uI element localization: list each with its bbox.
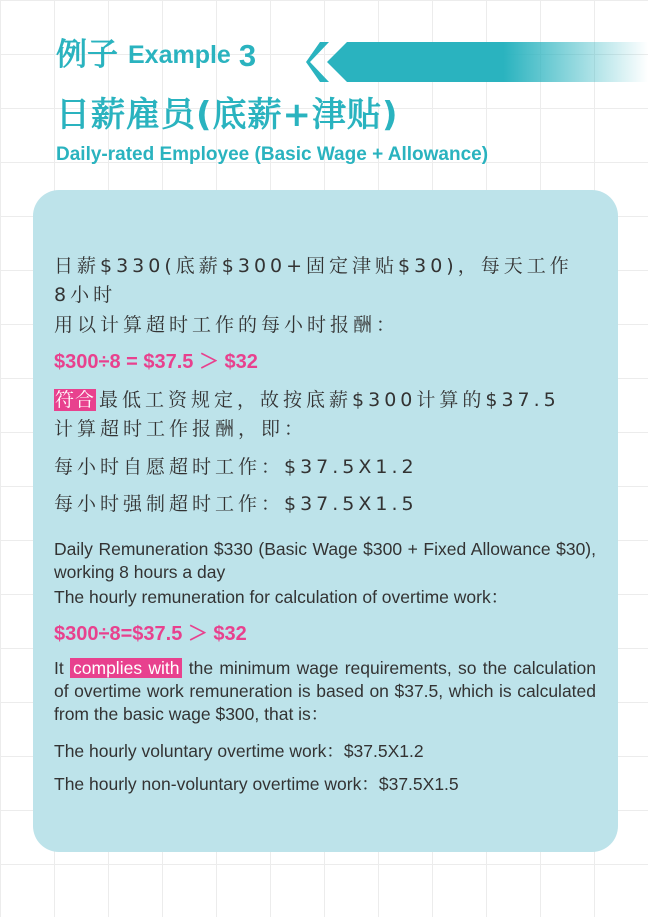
- example-header: [56, 37, 257, 73]
- cn-compulsory-ot: 每小时强制超时工作：$37.5X1.5: [54, 493, 418, 515]
- en-hourly-remuneration: The hourly remuneration for calculation of overtime work：: [54, 587, 509, 607]
- cn-line-daily-pay: 日薪$330(底薪$300+固定津贴$30)，每天工作: [54, 255, 573, 277]
- page-title-en: Daily-rated Employee (Basic Wage + Allowance): [56, 144, 489, 165]
- en-complies-rest: the minimum wage requirements, so the calculation of overtime work remuneration is based on $37.5, which is calculated from the basic wage $300, that is：: [54, 658, 596, 724]
- example-label-cn: 例子: [56, 37, 118, 73]
- example-number: 3: [238, 38, 257, 73]
- chevron-ribbon-decoration: [306, 42, 648, 82]
- cn-voluntary-ot: 每小时自愿超时工作：$37.5X1.2: [54, 456, 418, 478]
- cn-complies-rest: 最低工资规定，故按底薪$300计算的$37.5: [99, 389, 560, 411]
- en-highlight-complies: complies with: [70, 658, 182, 678]
- en-formula: $300÷8=$37.5 ＞ $32: [54, 623, 247, 645]
- cn-formula: $300÷8 = $37.5 ＞ $32: [54, 351, 258, 373]
- en-voluntary-ot: The hourly voluntary overtime work：$37.5X1.2: [54, 741, 424, 761]
- example-label-en: Example: [128, 41, 231, 69]
- en-non-voluntary-ot: The hourly non-voluntary overtime work：$37.5X1.5: [54, 774, 459, 794]
- en-daily-remuneration: Daily Remuneration $330 (Basic Wage $300 + Fixed Allowance $30), working 8 hours a day: [54, 539, 596, 582]
- cn-line-complies: [54, 388, 560, 413]
- page-title-cn: 日薪雇员(底薪+津贴): [56, 95, 399, 135]
- cn-line-hourly-calc: 用以计算超时工作的每小时报酬：: [54, 314, 400, 336]
- cn-highlight-complies: 符合: [55, 389, 96, 411]
- en-it-word: It: [54, 658, 64, 678]
- en-complies-paragraph: [54, 657, 596, 725]
- cn-line-calc-ot: 计算超时工作报酬，即：: [54, 418, 308, 440]
- cn-line-hours: 8小时: [54, 284, 117, 306]
